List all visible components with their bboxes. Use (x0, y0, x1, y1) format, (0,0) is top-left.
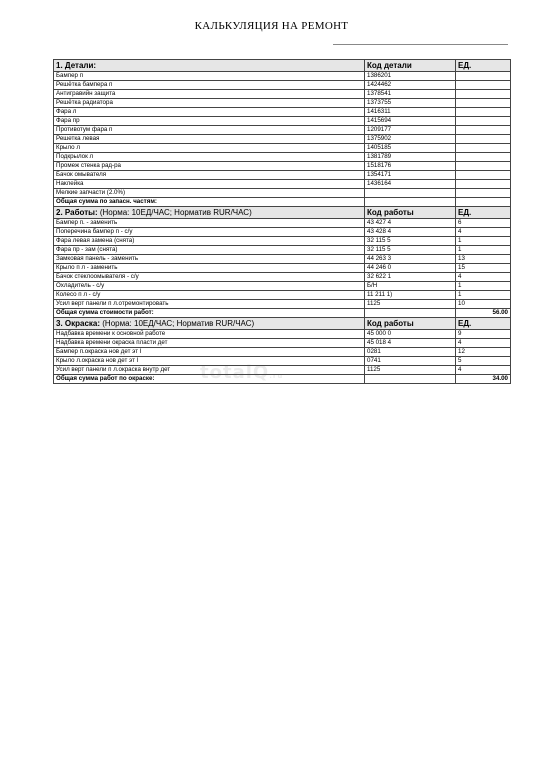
row-unit: 1 (456, 291, 511, 300)
painting-total-spacer (365, 375, 456, 384)
row-name: Колесо п л - с/у (54, 291, 365, 300)
row-code: 1125 (365, 300, 456, 309)
table-row (54, 273, 511, 282)
painting-section-norm: (Норма: 10ЕД/ЧАС; Норматив RUR/ЧАС) (102, 319, 255, 328)
table-row (54, 330, 511, 339)
table-row (54, 291, 511, 300)
row-code: 1436164 (365, 180, 456, 189)
row-code: 43 428 4 (365, 228, 456, 237)
row-name: Подкрылок л (54, 153, 365, 162)
row-name: Фара л (54, 108, 365, 117)
parts-total-row (54, 198, 511, 207)
parts-section-name: 1. Детали: (56, 61, 97, 70)
row-name: Бачок стеклоомывателя - с/у (54, 273, 365, 282)
row-code: 1373755 (365, 99, 456, 108)
painting-section-header (54, 318, 511, 330)
table-row (54, 180, 511, 189)
row-code: 45 018 4 (365, 339, 456, 348)
row-unit (456, 180, 511, 189)
painting-code-header: Код работы (365, 318, 456, 330)
row-unit (456, 171, 511, 180)
row-unit: 6 (456, 219, 511, 228)
row-name: Решётка бампера п (54, 81, 365, 90)
row-unit (456, 153, 511, 162)
painting-total-label: Общая сумма работ по окраске: (54, 375, 365, 384)
row-name: Крыло п л - заменить (54, 264, 365, 273)
parts-code-header: Код детали (365, 60, 456, 72)
table-row (54, 339, 511, 348)
table-row (54, 108, 511, 117)
signature-line (333, 44, 508, 45)
table-row (54, 228, 511, 237)
row-name: Замковая панель - заменить (54, 255, 365, 264)
works-section-header (54, 207, 511, 219)
painting-total-row (54, 375, 511, 384)
row-name: Охладитель - с/у (54, 282, 365, 291)
row-code: 0281 (365, 348, 456, 357)
row-unit: 4 (456, 366, 511, 375)
row-code: 32 115 5 (365, 237, 456, 246)
table-row (54, 246, 511, 255)
row-unit (456, 162, 511, 171)
row-code: 1378541 (365, 90, 456, 99)
repair-calculation-table (53, 59, 511, 384)
calculation-body (54, 60, 511, 384)
table-row (54, 357, 511, 366)
row-code: 32 622 1 (365, 273, 456, 282)
row-name: Решётка радиатора (54, 99, 365, 108)
row-name: Крыло л (54, 144, 365, 153)
row-unit: 4 (456, 273, 511, 282)
works-total-row (54, 309, 511, 318)
row-name: Решетка левая (54, 135, 365, 144)
row-unit (456, 135, 511, 144)
row-code: 1415694 (365, 117, 456, 126)
row-code: 1354171 (365, 171, 456, 180)
row-code: 0741 (365, 357, 456, 366)
row-name: Бампер п (54, 72, 365, 81)
row-name: Промеж стенка рад-ра (54, 162, 365, 171)
table-row (54, 99, 511, 108)
row-unit: 15 (456, 264, 511, 273)
watermark-text: totalQ (200, 362, 270, 383)
works-section-norm: (Норма: 10ЕД/ЧАС; Норматив RUR/ЧАС) (99, 208, 252, 217)
row-code: 1424462 (365, 81, 456, 90)
row-code: 1209177 (365, 126, 456, 135)
table-row (54, 162, 511, 171)
row-unit (456, 72, 511, 81)
row-unit: 4 (456, 339, 511, 348)
table-row (54, 81, 511, 90)
row-code (365, 189, 456, 198)
row-name: Противотум фара п (54, 126, 365, 135)
row-name: Фара пр - зам (снята) (54, 246, 365, 255)
row-name: Надбавка времени окраска пласти дет (54, 339, 365, 348)
row-code: Б/Н (365, 282, 456, 291)
row-unit (456, 126, 511, 135)
row-unit (456, 81, 511, 90)
watermark-domain: .ru (269, 372, 284, 380)
table-row (54, 255, 511, 264)
row-unit: 13 (456, 255, 511, 264)
row-name: Мелкие запчасти (2.0%) (54, 189, 365, 198)
parts-total-spacer (365, 198, 456, 207)
works-unit-header: ЕД. (456, 207, 511, 219)
parts-section-title (54, 60, 365, 72)
works-code-header: Код работы (365, 207, 456, 219)
row-unit: 12 (456, 348, 511, 357)
row-code: 44 246 0 (365, 264, 456, 273)
row-name: Поперечина бампер п - с/у (54, 228, 365, 237)
row-unit (456, 99, 511, 108)
row-name: Надбавка времени к основной работе (54, 330, 365, 339)
row-code: 1518176 (365, 162, 456, 171)
row-unit: 10 (456, 300, 511, 309)
row-code: 45 000 0 (365, 330, 456, 339)
row-code: 43 427 4 (365, 219, 456, 228)
row-name: Наклейка (54, 180, 365, 189)
parts-total-label: Общая сумма по запасн. частям: (54, 198, 365, 207)
row-name: Бампер п. - заменить (54, 219, 365, 228)
parts-total-value (456, 198, 511, 207)
table-row (54, 135, 511, 144)
works-total-spacer (365, 309, 456, 318)
row-code: 1386201 (365, 72, 456, 81)
row-code: 11 211 1) (365, 291, 456, 300)
parts-unit-header: ЕД. (456, 60, 511, 72)
table-row (54, 144, 511, 153)
row-code: 44 263 3 (365, 255, 456, 264)
row-unit (456, 108, 511, 117)
works-section-name: 2. Работы: (56, 208, 98, 217)
row-code: 1381789 (365, 153, 456, 162)
row-unit: 5 (456, 357, 511, 366)
row-unit (456, 144, 511, 153)
page-title: КАЛЬКУЛЯЦИЯ НА РЕМОНТ (194, 20, 349, 32)
row-name: Усил верт панели п л.отремонтировать (54, 300, 365, 309)
row-name: Крыло л.окраска нов дет эт I (54, 357, 365, 366)
table-row (54, 153, 511, 162)
row-unit: 9 (456, 330, 511, 339)
row-unit: 1 (456, 246, 511, 255)
painting-section-title (54, 318, 365, 330)
table-row (54, 282, 511, 291)
table-row (54, 72, 511, 81)
table-row (54, 219, 511, 228)
table-row (54, 366, 511, 375)
table-row (54, 171, 511, 180)
works-total-value: 56.00 (456, 309, 511, 318)
row-name: Бампер п.окраска нов дет эт I (54, 348, 365, 357)
table-row (54, 117, 511, 126)
row-code: 1416311 (365, 108, 456, 117)
table-row (54, 348, 511, 357)
row-code: 32 115 5 (365, 246, 456, 255)
row-name: Фара левая замена (снята) (54, 237, 365, 246)
painting-total-value: 34.00 (456, 375, 511, 384)
table-row (54, 90, 511, 99)
row-code: 1405185 (365, 144, 456, 153)
row-name: Бачок омывателя (54, 171, 365, 180)
row-unit (456, 90, 511, 99)
row-unit (456, 189, 511, 198)
table-row (54, 264, 511, 273)
row-name: Усил верт панели п л.окраска внутр дет (54, 366, 365, 375)
painting-section-name: 3. Окраска: (56, 319, 101, 328)
row-code: 1125 (365, 366, 456, 375)
row-name: Антигравийн защита (54, 90, 365, 99)
works-total-label: Общая сумма стоимости работ: (54, 309, 365, 318)
row-name: Фара пр (54, 117, 365, 126)
row-unit (456, 117, 511, 126)
row-unit: 1 (456, 282, 511, 291)
table-row (54, 300, 511, 309)
parts-section-header (54, 60, 511, 72)
works-section-title (54, 207, 365, 219)
table-row (54, 126, 511, 135)
table-row (54, 189, 511, 198)
painting-unit-header: ЕД. (456, 318, 511, 330)
row-code: 1375902 (365, 135, 456, 144)
row-unit: 1 (456, 237, 511, 246)
table-row (54, 237, 511, 246)
row-unit: 4 (456, 228, 511, 237)
